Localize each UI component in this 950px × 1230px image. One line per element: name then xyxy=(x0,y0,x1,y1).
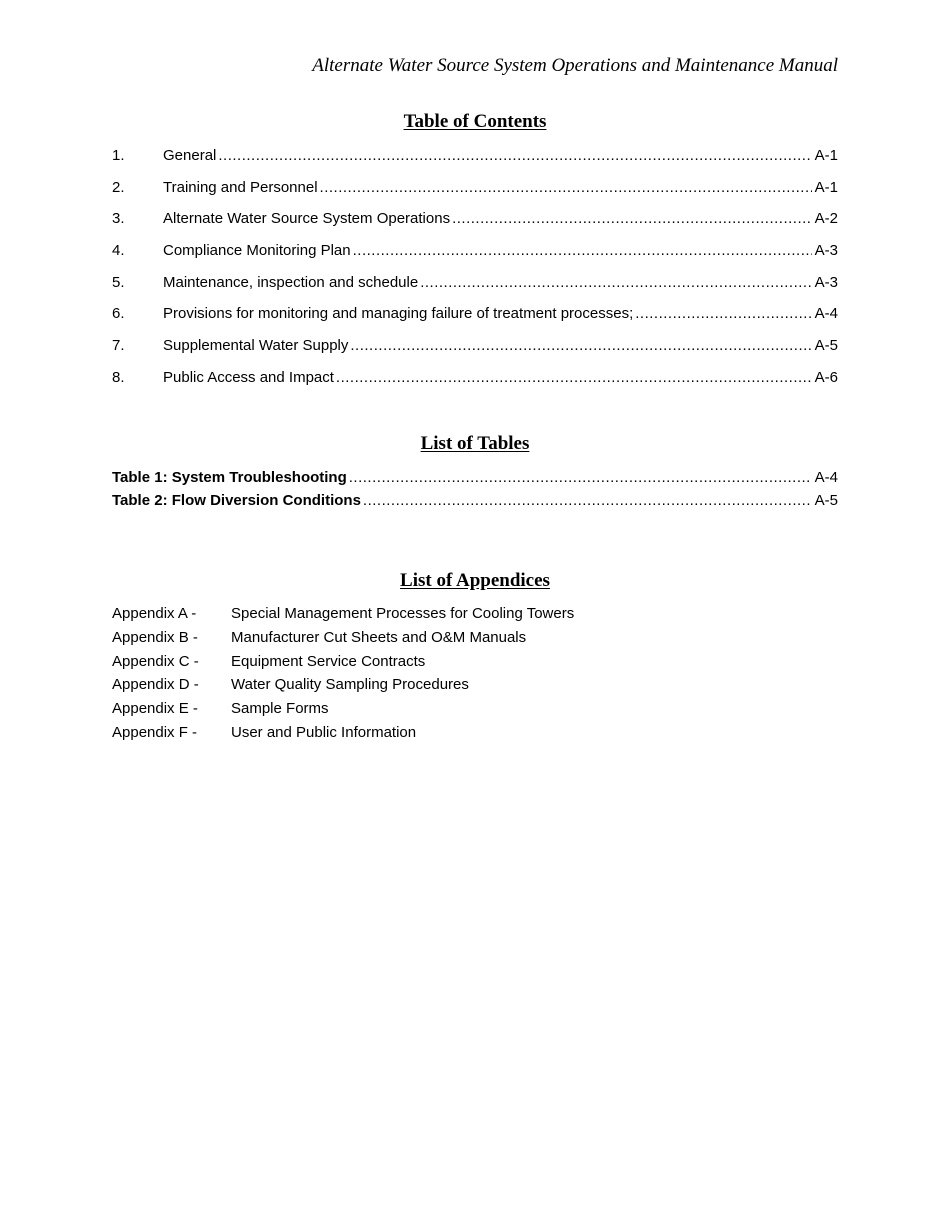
toc-entry[interactable] xyxy=(112,272,838,304)
table-entry[interactable] xyxy=(112,467,838,490)
appendix-label: Appendix D - xyxy=(112,676,199,694)
dot-leader xyxy=(320,177,812,199)
toc-entry-title: Maintenance, inspection and schedule xyxy=(163,273,419,291)
table-entry-page: A-5 xyxy=(814,492,838,509)
appendix-label: Appendix A - xyxy=(112,605,197,622)
table-entry-page: A-4 xyxy=(814,469,838,486)
toc-entry-number: 1. xyxy=(112,147,125,164)
appendix-title: User and Public Information xyxy=(231,723,417,741)
appendix-label: Appendix C - xyxy=(112,652,199,670)
toc-entry-number: 5. xyxy=(112,273,125,291)
toc-entry-page: A-5 xyxy=(814,337,838,355)
dot-leader xyxy=(353,240,812,262)
toc-entry[interactable] xyxy=(112,240,838,272)
dot-leader xyxy=(218,145,811,167)
appendix-title: Water Quality Sampling Procedures xyxy=(231,676,469,694)
appendix-entry xyxy=(112,674,574,698)
toc-entry-number: 3. xyxy=(112,210,125,228)
toc-entry[interactable] xyxy=(112,335,838,367)
toc-entry-number: 8. xyxy=(112,368,125,386)
dot-leader xyxy=(452,208,812,230)
appendix-title: Sample Forms xyxy=(231,700,329,718)
toc-entry-page: A-1 xyxy=(814,147,838,164)
appendix-label: Appendix F - xyxy=(112,723,198,741)
tables-list xyxy=(112,467,838,513)
appendices-heading: List of Appendices xyxy=(400,570,550,591)
toc-entry-title: Alternate Water Source System Operations xyxy=(163,210,451,228)
toc-entry-number: 2. xyxy=(112,178,125,196)
appendix-entry xyxy=(112,651,574,675)
dot-leader xyxy=(635,303,811,325)
table-entry-title: Table 1: System Troubleshooting xyxy=(112,469,347,486)
dot-leader xyxy=(350,335,811,357)
toc-entry-page: A-1 xyxy=(814,178,838,196)
toc-entry-number: 6. xyxy=(112,305,125,323)
toc-entry-title: Training and Personnel xyxy=(163,178,318,196)
toc-list xyxy=(112,145,838,399)
toc-entry-title: General xyxy=(163,147,217,164)
appendix-title: Special Management Processes for Cooling Towers xyxy=(231,605,575,622)
toc-entry-page: A-6 xyxy=(814,368,838,386)
appendix-list xyxy=(112,603,574,746)
toc-entry-page: A-3 xyxy=(814,273,838,291)
table-entry-title: Table 2: Flow Diversion Conditions xyxy=(112,492,361,509)
dot-leader xyxy=(336,367,812,389)
appendix-entry xyxy=(112,722,574,746)
appendix-label: Appendix B - xyxy=(112,628,198,646)
dot-leader xyxy=(363,490,812,512)
appendix-entry xyxy=(112,627,574,651)
toc-heading: Table of Contents xyxy=(403,111,547,132)
toc-entry-title: Compliance Monitoring Plan xyxy=(163,242,351,260)
appendix-title: Equipment Service Contracts xyxy=(231,652,426,670)
appendix-entry xyxy=(112,698,574,722)
appendix-entry xyxy=(112,603,574,627)
toc-entry-number: 4. xyxy=(112,242,125,260)
toc-entry[interactable] xyxy=(112,303,838,335)
table-entry[interactable] xyxy=(112,490,838,513)
dot-leader xyxy=(349,467,812,489)
toc-entry[interactable] xyxy=(112,208,838,240)
toc-entry-title: Provisions for monitoring and managing failure of treatment processes; xyxy=(163,305,634,323)
toc-entry-number: 7. xyxy=(112,337,125,355)
toc-entry-title: Public Access and Impact xyxy=(163,368,334,386)
dot-leader xyxy=(420,272,811,294)
appendix-title: Manufacturer Cut Sheets and O&M Manuals xyxy=(231,628,527,646)
toc-entry-page: A-3 xyxy=(814,242,838,260)
tables-heading: List of Tables xyxy=(420,433,530,454)
toc-entry-page: A-4 xyxy=(814,305,838,323)
toc-entry[interactable] xyxy=(112,177,838,209)
appendix-label: Appendix E - xyxy=(112,700,198,718)
toc-entry[interactable] xyxy=(112,145,838,177)
toc-entry-page: A-2 xyxy=(814,210,838,228)
running-header: Alternate Water Source System Operations and Maintenance Manual xyxy=(312,55,838,76)
toc-entry-title: Supplemental Water Supply xyxy=(163,337,349,355)
toc-entry[interactable] xyxy=(112,367,838,399)
